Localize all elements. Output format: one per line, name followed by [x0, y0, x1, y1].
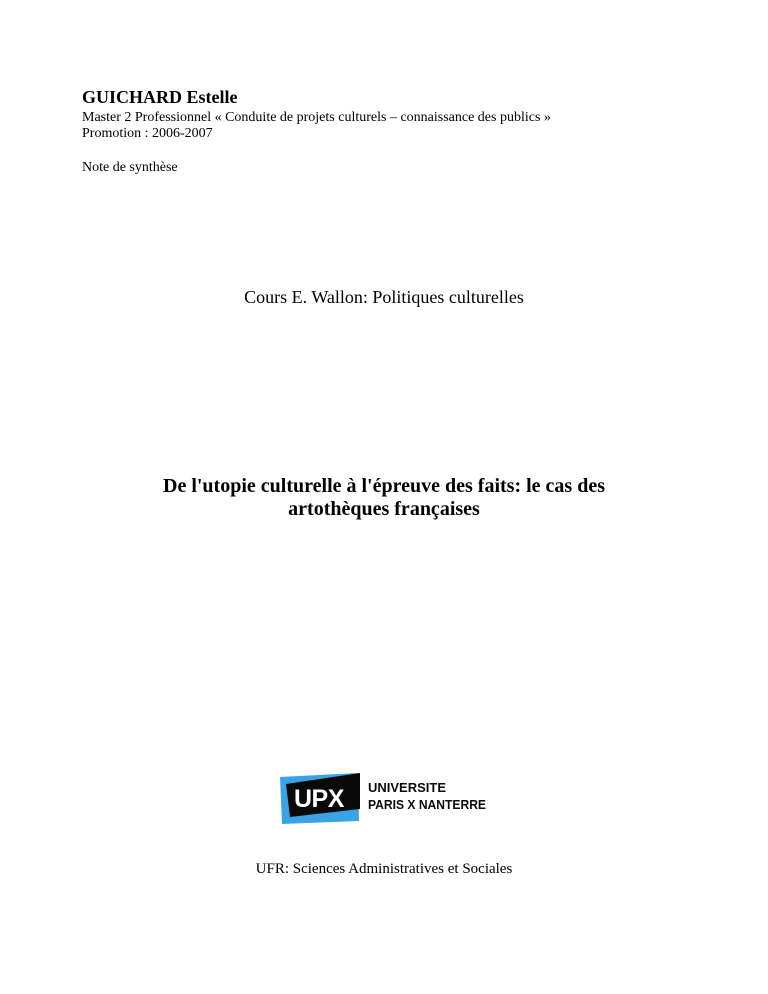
logo-text-line-2: PARIS X NANTERRE: [368, 797, 487, 812]
document-type: Note de synthèse: [82, 160, 178, 175]
program-line: Master 2 Professionnel « Conduite de projets culturels – connaissance des publics »: [82, 110, 551, 125]
logo-mark: UPX: [294, 785, 344, 813]
faculty-name: UFR: Sciences Administratives et Sociales: [255, 861, 513, 877]
title-line-1: De l'utopie culturelle à l'épreuve des faits: le cas des: [163, 475, 605, 497]
university-logo: [278, 771, 490, 825]
author-name: GUICHARD Estelle: [82, 87, 238, 107]
promotion-line: Promotion : 2006-2007: [82, 126, 213, 141]
course-name: Cours E. Wallon: Politiques culturelles: [244, 287, 524, 307]
document-title: [100, 475, 668, 521]
title-line-2: artothèques françaises: [288, 498, 480, 520]
logo-text-line-1: UNIVERSITE: [368, 780, 447, 795]
